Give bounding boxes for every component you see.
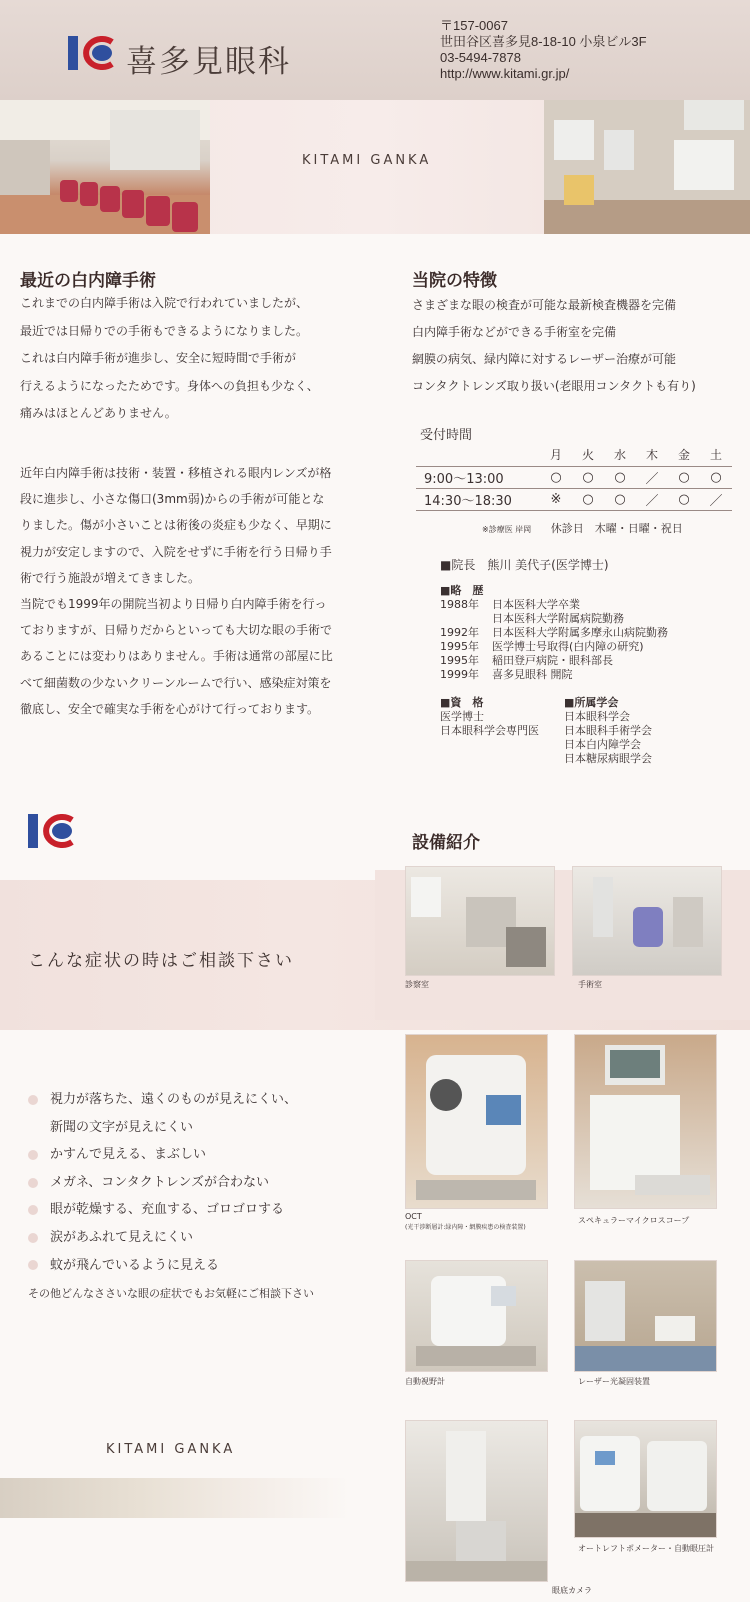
hours-row [416,466,732,488]
society-item: 日本眼科手術学会 [564,724,652,737]
director-line: ■院長 熊川 美代子(医学博士) [440,558,609,572]
history-row: 日本医科大学附属病院勤務 [492,612,624,625]
features-title: 当院の特徴 [412,271,497,291]
mark-cell: ○ [604,488,636,510]
text-line: 当院でも1999年の開院当初より日帰り白内障手術を行っ [20,597,327,612]
postal-code: 〒157-0067 [440,18,508,33]
surgery-room-photo [572,866,722,976]
mark-cell: ○ [668,488,700,510]
oct-photo [405,1034,548,1209]
footer-title: KITAMI GANKA [106,1442,236,1457]
qualifications-heading: ■資 格 [440,696,484,709]
day-cell: 金 [668,444,700,466]
closed-days: 休診日 木曜・日曜・祝日 [550,522,683,535]
bullet-icon [28,1150,38,1160]
surgery-room-caption: 手術室 [578,980,602,989]
cataract-detail [20,460,333,722]
text-line: 行えるようになったためです。身体への負担も少なく、 [20,378,319,393]
mark-cell: ／ [636,466,668,488]
hours-label: 受付時間 [420,428,473,443]
symptom-item: 蚊が飛んでいるように見える [28,1252,297,1280]
features-list [412,292,696,400]
day-cell: 月 [540,444,572,466]
perimeter-photo [405,1260,548,1372]
history-heading: ■略 歴 [440,584,484,597]
contact-block [440,18,647,82]
feature-item: 網膜の病気、緑内障に対するレーザー治療が可能 [412,352,677,366]
text-line: 最近では日帰りでの手術もできるようになりました。 [20,323,309,338]
qualification-item: 医学博士 [440,710,484,723]
societies-block [564,696,652,766]
fundus-camera-caption: 眼底カメラ [552,1586,592,1595]
consult-footer: その他どんなささいな眼の症状でもお気軽にご相談下さい [28,1287,314,1300]
symptom-item: 涙があふれて見えにくい [28,1224,297,1252]
qualifications-block [440,696,539,738]
doctor-note: ※診療医 岸岡 [482,525,532,534]
text-line: りました。傷が小さいことは術後の炎症も少なく、早期に [20,518,332,533]
symptom-continuation: 新聞の文字が見えにくい [50,1119,194,1135]
hours-row [416,488,732,510]
history-row: 1995年 稲田登戸病院・眼科部長 [440,654,613,667]
text-line: 徹底し、安全で確実な手術を心がけて行っております。 [20,701,320,716]
day-cell: 火 [572,444,604,466]
clinic-logo-icon [28,814,74,848]
feature-item: さまざまな眼の検査が可能な最新検査機器を完備 [412,298,677,312]
mark-cell: ○ [668,466,700,488]
text-line: 術で行う施設が増えてきました。 [20,570,201,585]
website-url[interactable]: http://www.kitami.gr.jp/ [440,66,570,81]
text-line: ておりますが、日帰りだからといっても大切な眼の手術で [20,623,333,638]
symptom-item: 視力が落ちた、遠くのものが見えにくい、 [28,1086,297,1114]
text-line: 近年白内障手術は技術・装置・移植される眼内レンズが格 [20,466,332,480]
band-title: KITAMI GANKA [302,153,432,168]
equipment-photo [544,100,750,234]
mark-cell: ○ [572,466,604,488]
header [0,0,750,100]
symptom-item: 眼が乾燥する、充血する、ゴロゴロする [28,1196,297,1224]
societies-heading: ■所属学会 [564,696,619,709]
text-line: 視力が安定しますので、入院をせずに手術を行う日帰り手 [20,544,332,559]
mark-cell: ※ [540,488,572,510]
autoref-photo [574,1420,717,1538]
laser-caption: レーザー光凝固装置 [578,1377,650,1386]
bullet-icon [28,1205,38,1215]
bullet-icon [28,1260,38,1270]
symptom-item: かすんで見える、まぶしい [28,1141,297,1169]
cataract-intro [20,290,319,428]
mark-cell: ○ [540,466,572,488]
address: 世田谷区喜多見8-18-10 小泉ビル3F [440,34,647,49]
consult-title: こんな症状の時はご相談下さい [28,951,294,971]
mark-cell: ／ [700,488,732,510]
feature-item: 白内障手術などができる手術室を完備 [412,325,617,339]
specular-photo [574,1034,717,1209]
equipment-title: 設備紹介 [412,833,480,853]
text-line: 痛みはほとんどありません。 [20,406,177,421]
mark-cell: ／ [636,488,668,510]
hours-note [482,520,683,536]
waiting-room-photo [0,100,210,234]
time-cell: 14:30〜18:30 [416,488,540,510]
cataract-title: 最近の白内障手術 [20,271,156,291]
bullet-icon [28,1095,38,1105]
feature-item: コンタクトレンズ取り扱い(老眼用コンタクトも有り) [412,379,696,393]
history-row: 1999年 喜多見眼科 開院 [440,668,573,681]
bullet-icon [28,1233,38,1243]
day-cell: 木 [636,444,668,466]
history-row: 1992年 日本医科大学附属多摩永山病院勤務 [440,626,668,639]
society-item: 日本糖尿病眼学会 [564,752,652,765]
specular-caption: スペキュラーマイクロスコープ [578,1216,690,1225]
laser-photo [574,1260,717,1372]
day-cell: 水 [604,444,636,466]
mark-cell: ○ [604,466,636,488]
exam-room-caption: 診察室 [405,980,429,989]
phone: 03-5494-7878 [440,50,521,65]
text-line: これまでの白内障手術は入院で行われていましたが、 [20,296,309,310]
fundus-camera-photo [405,1420,548,1582]
exam-room-photo [405,866,555,976]
history-row: 1988年 日本医科大学卒業 [440,598,580,611]
oct-subcaption: (光干渉断層計:緑内障・網膜疾患の検査装置) [405,1224,526,1231]
mark-cell: ○ [700,466,732,488]
symptom-item: メガネ、コンタクトレンズが合わない [28,1169,297,1197]
text-line: これは白内障手術が進歩し、安全に短時間で手術が [20,351,297,366]
autoref-caption: オートレフトポメーター・自動眼圧計 [578,1544,714,1553]
oct-caption: OCT [405,1212,422,1221]
time-cell: 9:00〜13:00 [416,466,540,488]
symptom-list [28,1086,297,1279]
text-line: べて細菌数の少ないクリーンルームで行い、感染症対策を [20,675,332,690]
text-line: あることには変わりはありません。手術は通常の部屋に比 [20,649,333,664]
hours-table [416,444,732,511]
society-item: 日本白内障学会 [564,738,641,751]
perimeter-caption: 自動視野計 [405,1377,445,1386]
hours-header-row [416,444,732,466]
lobby-photo-strip [0,1478,350,1518]
history-block [440,584,668,682]
day-cell: 土 [700,444,732,466]
clinic-logo-icon [68,36,114,70]
qualification-item: 日本眼科学会専門医 [440,724,539,737]
text-line: 段に進歩し、小さな傷口(3mm弱)からの手術が可能とな [20,492,325,507]
history-row: 1995年 医学博士号取得(白内障の研究) [440,640,644,653]
clinic-name: 喜多見眼科 [126,44,291,80]
society-item: 日本眼科学会 [564,710,630,723]
bullet-icon [28,1178,38,1188]
mark-cell: ○ [572,488,604,510]
